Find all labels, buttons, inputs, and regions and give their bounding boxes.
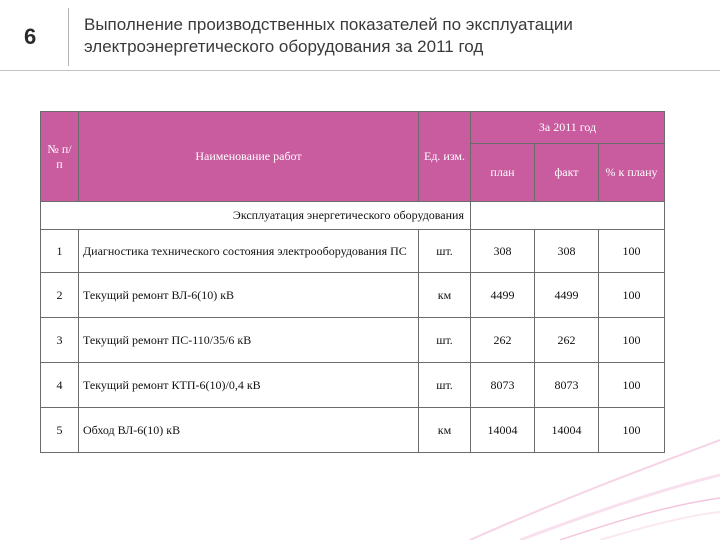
header-num: № п/п bbox=[41, 112, 79, 202]
header-period: За 2011 год bbox=[471, 112, 665, 144]
row-name: Текущий ремонт ВЛ-6(10) кВ bbox=[79, 273, 419, 318]
title-divider-vertical bbox=[68, 8, 69, 66]
row-plan: 14004 bbox=[471, 408, 535, 453]
header-percent: % к плану bbox=[599, 144, 665, 202]
row-name: Обход ВЛ-6(10) кВ bbox=[79, 408, 419, 453]
header-fact: факт bbox=[535, 144, 599, 202]
title-divider-horizontal bbox=[0, 70, 720, 71]
slide-title: Выполнение производственных показателей по эксплуатации электроэнергетического оборудования за 2011 год bbox=[84, 15, 573, 56]
row-num: 3 bbox=[41, 318, 79, 363]
slide-number: 6 bbox=[24, 24, 37, 49]
row-num: 5 bbox=[41, 408, 79, 453]
table-row bbox=[41, 408, 665, 453]
table-row bbox=[41, 230, 665, 273]
row-percent: 100 bbox=[599, 408, 665, 453]
row-fact: 308 bbox=[535, 230, 599, 273]
row-unit: шт. bbox=[419, 363, 471, 408]
row-percent: 100 bbox=[599, 363, 665, 408]
row-unit: км bbox=[419, 273, 471, 318]
row-unit: км bbox=[419, 408, 471, 453]
row-percent: 100 bbox=[599, 230, 665, 273]
row-num: 1 bbox=[41, 230, 79, 273]
row-name: Диагностика технического состояния электрооборудования ПС bbox=[79, 230, 419, 273]
row-plan: 4499 bbox=[471, 273, 535, 318]
row-fact: 8073 bbox=[535, 363, 599, 408]
row-fact: 4499 bbox=[535, 273, 599, 318]
row-fact: 14004 bbox=[535, 408, 599, 453]
row-percent: 100 bbox=[599, 273, 665, 318]
row-plan: 308 bbox=[471, 230, 535, 273]
table-row bbox=[41, 273, 665, 318]
header-plan: план bbox=[471, 144, 535, 202]
row-plan: 262 bbox=[471, 318, 535, 363]
header-unit: Ед. изм. bbox=[419, 112, 471, 202]
row-fact: 262 bbox=[535, 318, 599, 363]
section-blank bbox=[471, 202, 665, 230]
header-name: Наименование работ bbox=[79, 112, 419, 202]
row-name: Текущий ремонт ПС-110/35/6 кВ bbox=[79, 318, 419, 363]
row-unit: шт. bbox=[419, 230, 471, 273]
section-label: Эксплуатация энергетического оборудования bbox=[41, 202, 471, 230]
row-plan: 8073 bbox=[471, 363, 535, 408]
table-row bbox=[41, 363, 665, 408]
table-row bbox=[41, 318, 665, 363]
row-num: 4 bbox=[41, 363, 79, 408]
performance-table bbox=[40, 111, 665, 453]
row-num: 2 bbox=[41, 273, 79, 318]
row-name: Текущий ремонт КТП-6(10)/0,4 кВ bbox=[79, 363, 419, 408]
row-unit: шт. bbox=[419, 318, 471, 363]
row-percent: 100 bbox=[599, 318, 665, 363]
